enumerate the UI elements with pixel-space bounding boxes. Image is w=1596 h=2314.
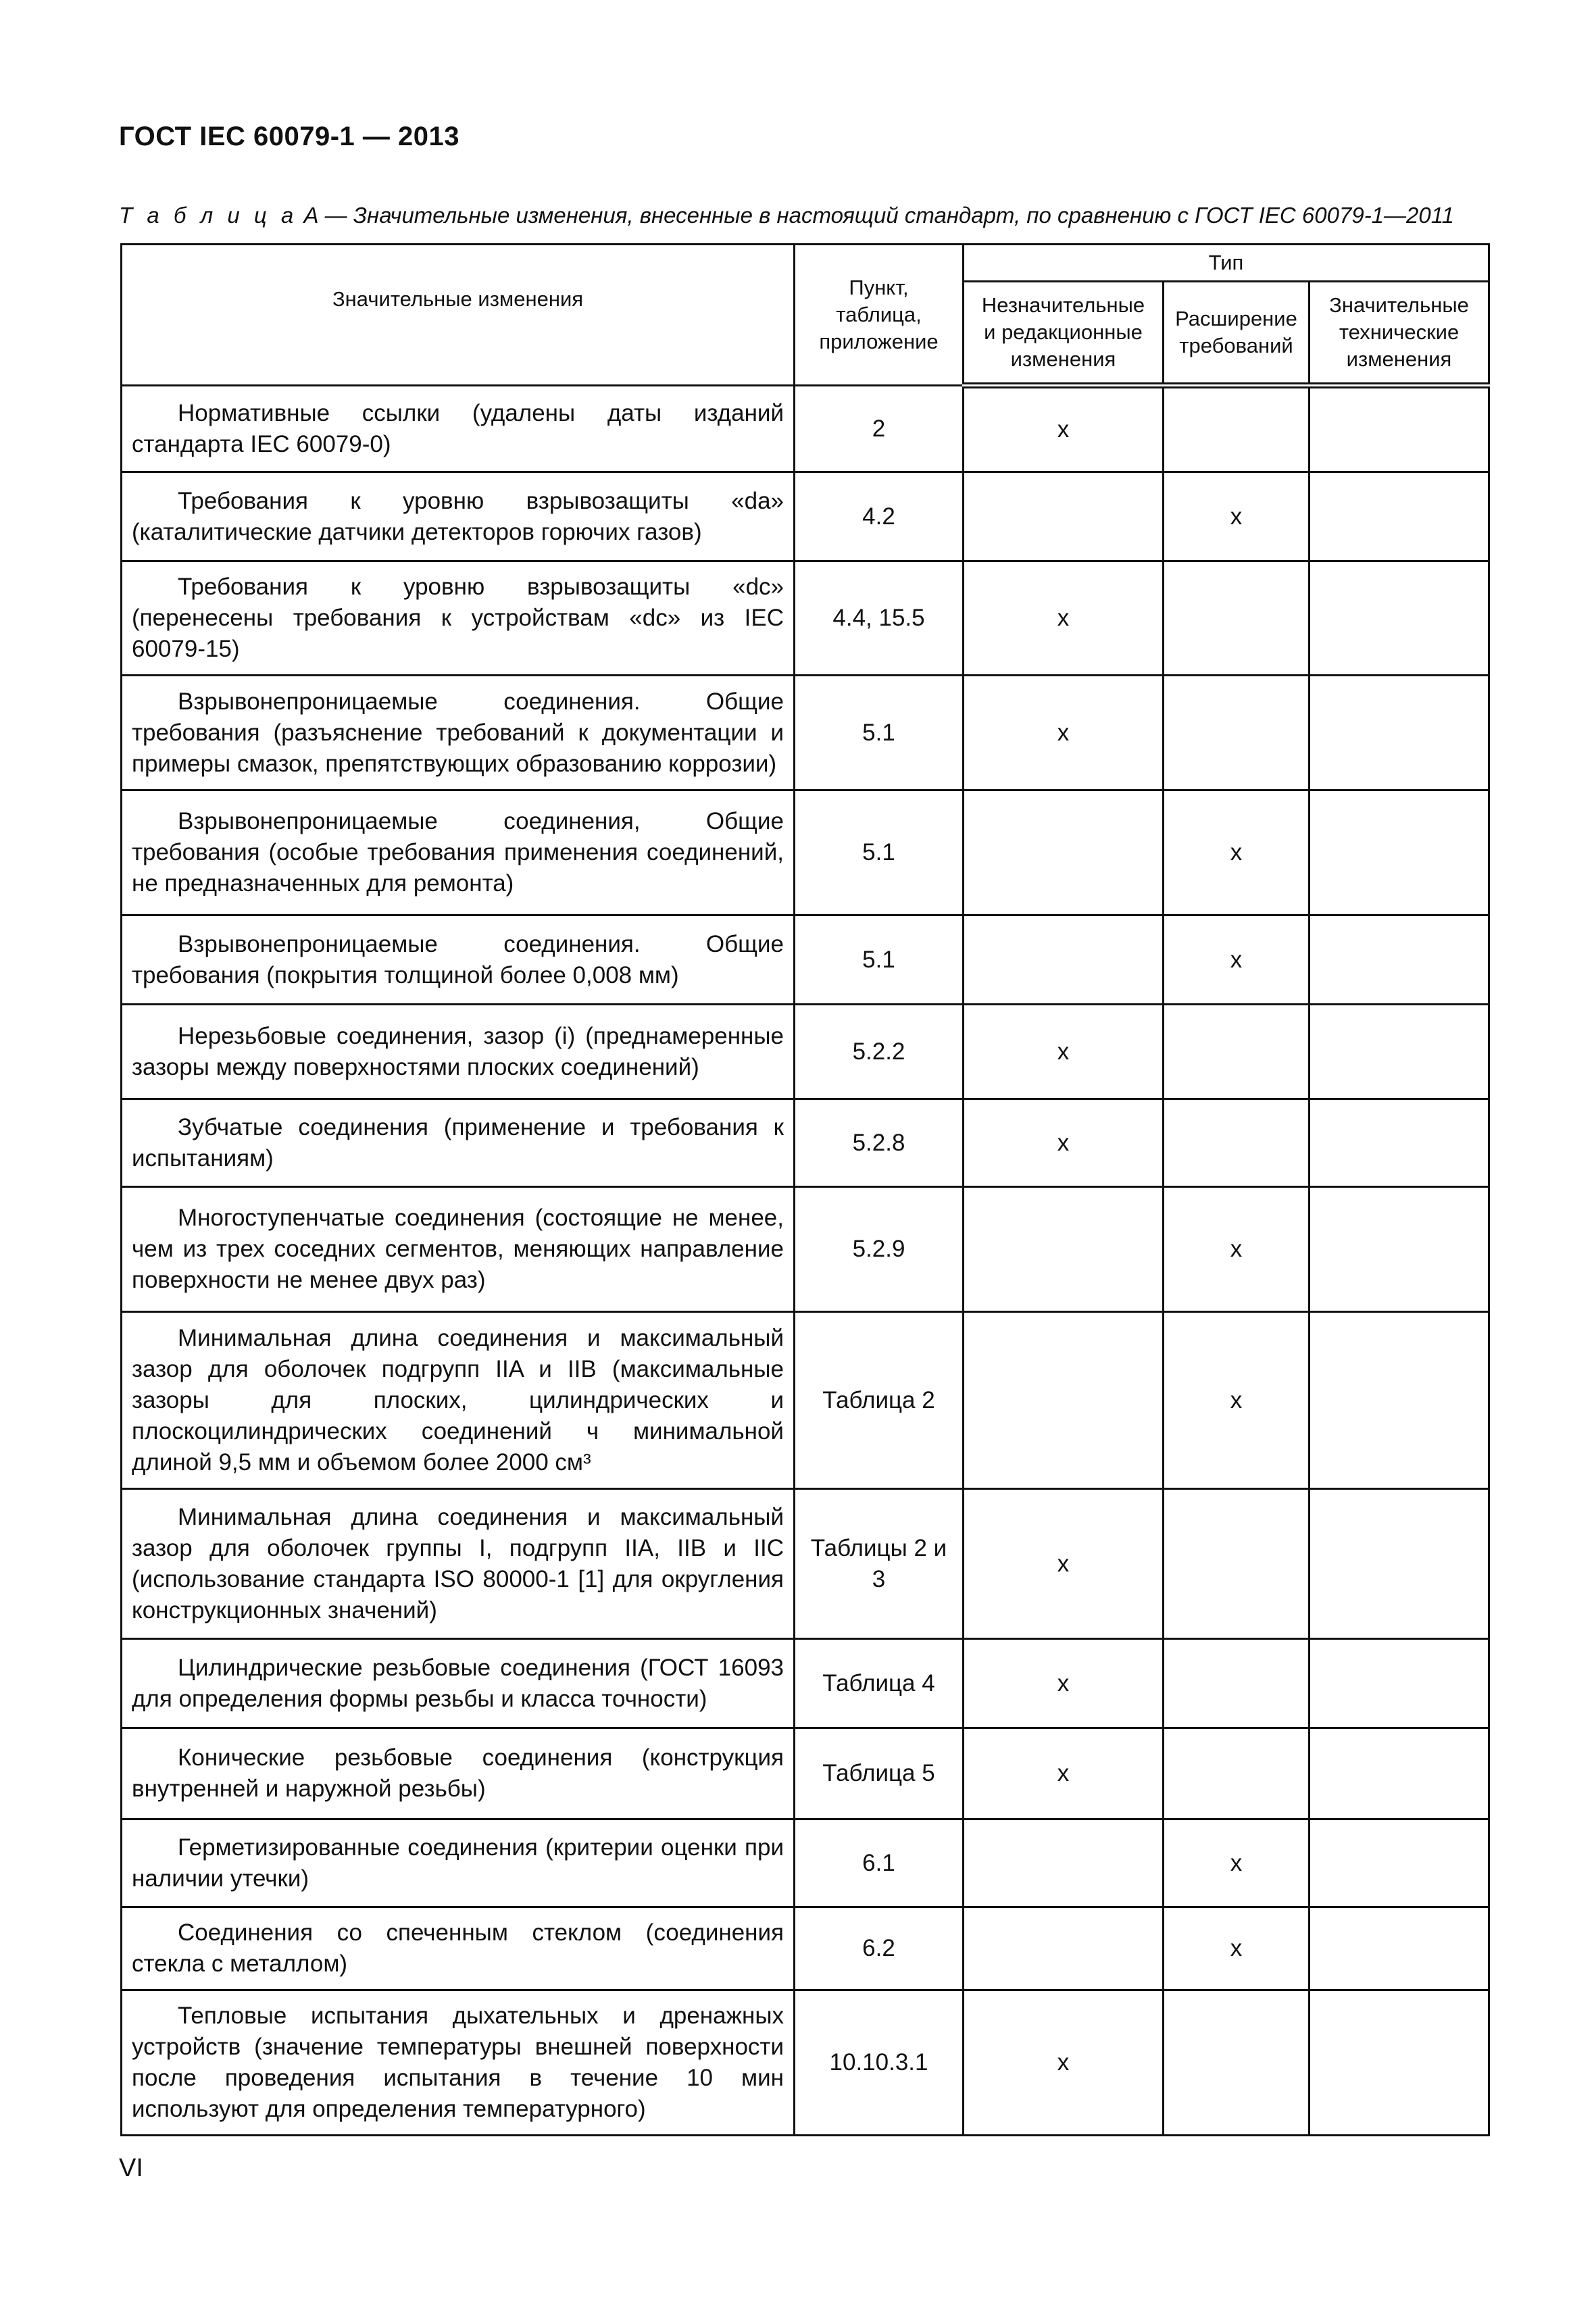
extension-mark (1164, 1489, 1310, 1639)
change-description: Соединения со спеченным стеклом (соединения стекла с металлом) (122, 1907, 795, 1990)
table-row (122, 915, 1489, 1005)
header-major: Значительные технические изменения (1310, 282, 1489, 386)
extension-mark (1164, 1099, 1310, 1187)
clause-reference: 4.2 (795, 472, 964, 561)
change-description: Тепловые испытания дыхательных и дренажных устройств (значение температуры внешней поверхности после проведения испытания в течение 10 мин используют для определения температурного) (122, 1990, 795, 2136)
minor-change-mark: x (964, 676, 1164, 790)
extension-mark (1164, 1990, 1310, 2136)
table-body (122, 386, 1489, 2136)
table-row (122, 1099, 1489, 1187)
clause-reference: 10.10.3.1 (795, 1990, 964, 2136)
table-row (122, 561, 1489, 676)
changes-table (120, 243, 1490, 2136)
change-description: Нормативные ссылки (удалены даты изданий стандарта IEC 60079-0) (122, 386, 795, 472)
major-change-mark (1310, 1312, 1489, 1489)
minor-change-mark: x (964, 1005, 1164, 1099)
extension-mark (1164, 1639, 1310, 1728)
minor-change-mark (964, 472, 1164, 561)
table-row (122, 472, 1489, 561)
extension-mark: x (1164, 1187, 1310, 1312)
change-description: Требования к уровню взрывозащиты «da» (каталитические датчики детекторов горючих газов) (122, 472, 795, 561)
extension-mark (1164, 386, 1310, 472)
extension-mark: x (1164, 1312, 1310, 1489)
header-clause: Пункт, таблица, приложение (795, 245, 964, 386)
table-row (122, 1728, 1489, 1819)
clause-reference: 5.2.9 (795, 1187, 964, 1312)
table-caption-label: Т а б л и ц а (119, 203, 298, 228)
clause-reference: Таблица 5 (795, 1728, 964, 1819)
clause-reference: 4.4, 15.5 (795, 561, 964, 676)
clause-reference: Таблица 4 (795, 1639, 964, 1728)
change-description: Минимальная длина соединения и максимальный зазор для оболочек группы I, подгрупп IIA, IIB и IIC (использование стандарта ISO 80000-1 [1] для округления конструкционных значений) (122, 1489, 795, 1639)
change-description: Цилиндрические резьбовые соединения (ГОСТ 16093 для определения формы резьбы и класса точности) (122, 1639, 795, 1728)
clause-reference: 5.1 (795, 676, 964, 790)
table-row (122, 1489, 1489, 1639)
extension-mark (1164, 1005, 1310, 1099)
minor-change-mark: x (964, 1099, 1164, 1187)
header-changes: Значительные изменения (122, 245, 795, 386)
change-description: Конические резьбовые соединения (конструкция внутренней и наружной резьбы) (122, 1728, 795, 1819)
major-change-mark (1310, 1005, 1489, 1099)
extension-mark (1164, 1728, 1310, 1819)
clause-reference: 5.2.2 (795, 1005, 964, 1099)
major-change-mark (1310, 1819, 1489, 1907)
change-description: Многоступенчатые соединения (состоящие не менее, чем из трех соседних сегментов, меняющих направление поверхности не менее двух раз) (122, 1187, 795, 1312)
extension-mark (1164, 561, 1310, 676)
major-change-mark (1310, 1728, 1489, 1819)
major-change-mark (1310, 915, 1489, 1005)
clause-reference: 2 (795, 386, 964, 472)
minor-change-mark: x (964, 386, 1164, 472)
clause-reference: 6.1 (795, 1819, 964, 1907)
table-row (122, 1187, 1489, 1312)
clause-reference: 5.1 (795, 790, 964, 915)
table-row (122, 1639, 1489, 1728)
clause-reference: 5.1 (795, 915, 964, 1005)
major-change-mark (1310, 790, 1489, 915)
page-number: VI (119, 2154, 143, 2182)
major-change-mark (1310, 386, 1489, 472)
change-description: Зубчатые соединения (применение и требования к испытаниям) (122, 1099, 795, 1187)
extension-mark: x (1164, 1907, 1310, 1990)
clause-reference: 6.2 (795, 1907, 964, 1990)
header-minor: Незначительные и редакционные изменения (964, 282, 1164, 386)
table-row (122, 1907, 1489, 1990)
major-change-mark (1310, 1907, 1489, 1990)
minor-change-mark: x (964, 561, 1164, 676)
extension-mark (1164, 676, 1310, 790)
major-change-mark (1310, 561, 1489, 676)
table-row (122, 1005, 1489, 1099)
table-row (122, 1312, 1489, 1489)
clause-reference: Таблицы 2 и 3 (795, 1489, 964, 1639)
major-change-mark (1310, 472, 1489, 561)
document-header: ГОСТ IEC 60079-1 — 2013 (119, 122, 459, 151)
minor-change-mark (964, 1819, 1164, 1907)
major-change-mark (1310, 1187, 1489, 1312)
change-description: Взрывонепроницаемые соединения. Общие требования (разъяснение требований к документации и примеры смазок, препятствующих образованию коррозии) (122, 676, 795, 790)
table-caption-text: А — Значительные изменения, внесенные в настоящий стандарт, по сравнению с ГОСТ IEC 60079-1—2011 (303, 203, 1454, 228)
table-row (122, 790, 1489, 915)
change-description: Взрывонепроницаемые соединения. Общие требования (покрытия толщиной более 0,008 мм) (122, 915, 795, 1005)
minor-change-mark: x (964, 1728, 1164, 1819)
minor-change-mark (964, 915, 1164, 1005)
change-description: Требования к уровню взрывозащиты «dc» (перенесены требования к устройствам «dc» из IEC 60079-15) (122, 561, 795, 676)
major-change-mark (1310, 1099, 1489, 1187)
change-description: Минимальная длина соединения и максимальный зазор для оболочек подгрупп IIA и IIB (максимальные зазоры для плоских, цилиндрических и плоскоцилиндрических соединений ч минимальной длиной 9,5 мм и объемом более 2000 см³ (122, 1312, 795, 1489)
table-row (122, 1819, 1489, 1907)
extension-mark: x (1164, 790, 1310, 915)
table-caption (119, 203, 1491, 228)
extension-mark: x (1164, 915, 1310, 1005)
change-description: Взрывонепроницаемые соединения, Общие требования (особые требования применения соединений, не предназначенных для ремонта) (122, 790, 795, 915)
major-change-mark (1310, 1639, 1489, 1728)
minor-change-mark (964, 1312, 1164, 1489)
table-row (122, 1990, 1489, 2136)
minor-change-mark: x (964, 1639, 1164, 1728)
minor-change-mark (964, 790, 1164, 915)
change-description: Герметизированные соединения (критерии оценки при наличии утечки) (122, 1819, 795, 1907)
header-extension: Расширение требований (1164, 282, 1310, 386)
change-description: Нерезьбовые соединения, зазор (i) (преднамеренные зазоры между поверхностями плоских соединений) (122, 1005, 795, 1099)
major-change-mark (1310, 1990, 1489, 2136)
table-row (122, 676, 1489, 790)
major-change-mark (1310, 1489, 1489, 1639)
minor-change-mark: x (964, 1990, 1164, 2136)
minor-change-mark: x (964, 1489, 1164, 1639)
major-change-mark (1310, 676, 1489, 790)
table-row (122, 386, 1489, 472)
extension-mark: x (1164, 472, 1310, 561)
clause-reference: 5.2.8 (795, 1099, 964, 1187)
header-type: Тип (964, 245, 1489, 282)
clause-reference: Таблица 2 (795, 1312, 964, 1489)
extension-mark: x (1164, 1819, 1310, 1907)
minor-change-mark (964, 1187, 1164, 1312)
minor-change-mark (964, 1907, 1164, 1990)
